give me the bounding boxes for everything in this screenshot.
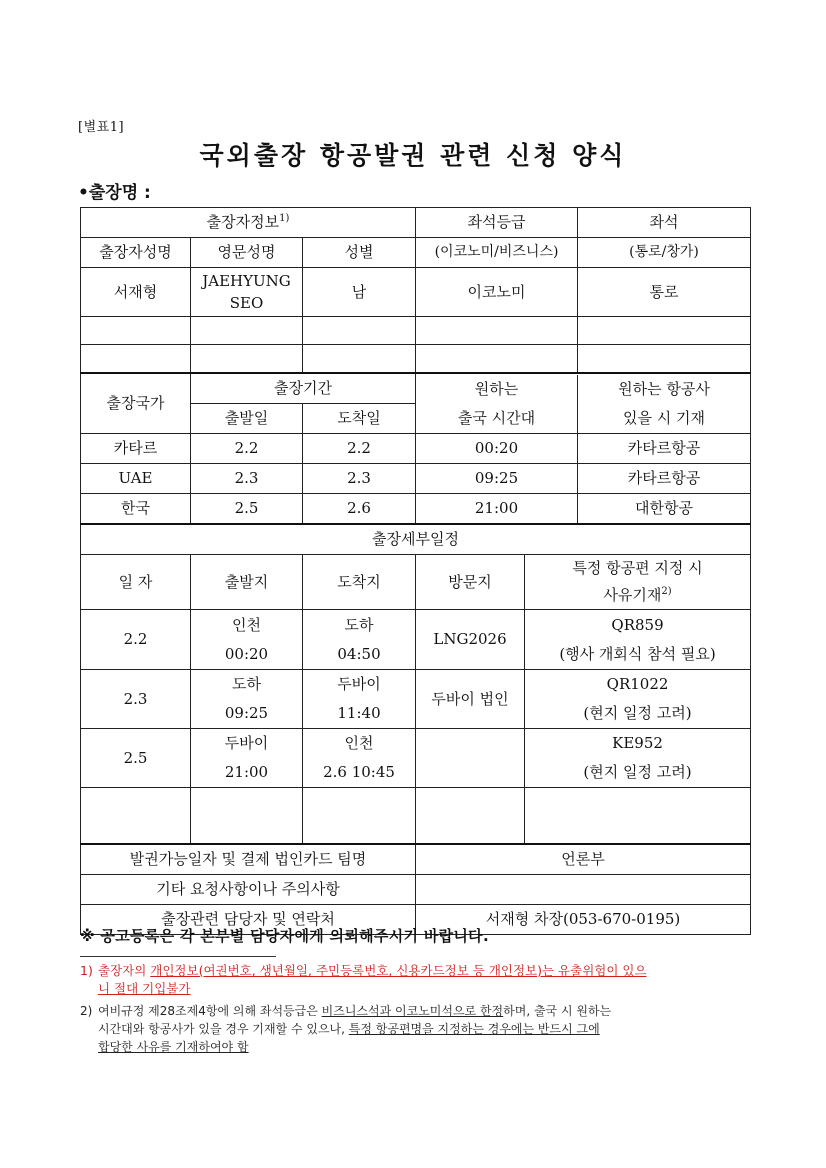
card-team-label: 발권가능일자 및 결제 법인카드 팀명 <box>81 844 416 875</box>
contact-value[interactable]: 서재형 차장(053-670-0195) <box>416 904 751 934</box>
col-seat-class-options: (이코노미/비즈니스) <box>416 238 578 267</box>
period-depart-cell[interactable]: 2.2 <box>191 434 303 464</box>
col-origin: 출발지 <box>191 555 303 610</box>
other-requests-value[interactable] <box>416 874 751 904</box>
traveler-english-name-cell[interactable]: JAEHYUNG SEO <box>191 268 303 317</box>
col-reason: 특정 항공편 지정 시 사유기재$^{2)}$ <box>525 555 751 610</box>
footnote-2: 2) 여비규정 제28조제4항에 의해 좌석등급은 비즈니스석과 이코노미석으로 한정하며, 출국 시 원하는 시간대와 항공사가 있을 경우 기재할 수 있으나, 특정 항공편명을 지정하는 경우에는 반드시 그에 합당한 사유를 기재하여야 함 <box>80 1004 612 1054</box>
empty-cell[interactable] <box>578 317 750 344</box>
seat-header: 좌석 <box>649 213 679 231</box>
traveler-seat-class-cell[interactable]: 이코노미 <box>416 268 578 316</box>
itinerary-reason-cell[interactable]: KE952 (현지 일정 고려) <box>525 729 751 788</box>
period-arrive-cell[interactable]: 2.6 <box>303 494 416 525</box>
itinerary-date-cell[interactable]: 2.3 <box>81 670 191 729</box>
empty-cell[interactable] <box>416 788 525 844</box>
itinerary-reason-cell[interactable]: QR1022 (현지 일정 고려) <box>525 670 751 729</box>
page-title: 국외출장 항공발권 관련 신청 양식 <box>199 141 627 170</box>
col-preferred-time: 원하는 출국 시간대 <box>416 375 578 433</box>
col-destination: 도착지 <box>303 555 416 610</box>
itinerary-dest-cell[interactable]: 인천 2.6 10:45 <box>303 729 416 788</box>
traveler-gender-cell[interactable]: 남 <box>303 268 416 317</box>
traveler-info-header: 출장자정보$^{1)}$ <box>81 208 416 238</box>
col-arrive-date: 도착일 <box>303 404 416 434</box>
col-gender: 성별 <box>303 238 416 268</box>
itinerary-dest-cell[interactable]: 도하 04:50 <box>303 610 416 670</box>
period-time-cell[interactable]: 09:25 <box>416 464 578 493</box>
itinerary-dest-cell[interactable]: 두바이 11:40 <box>303 670 416 729</box>
empty-cell[interactable] <box>416 345 578 372</box>
itinerary-origin-cell[interactable]: 두바이 21:00 <box>191 729 303 788</box>
empty-cell[interactable] <box>81 345 191 374</box>
period-depart-cell[interactable]: 2.3 <box>191 464 303 494</box>
period-arrive-cell[interactable]: 2.2 <box>303 434 416 464</box>
annex-label: [별표1] <box>78 120 125 135</box>
footnote-1: 1) 출장자의 개인정보(여권번호, 생년월일, 주민등록번호, 신용카드정보 등 개인정보)는 유출위험이 있으 니 절대 기입불가 <box>80 963 647 996</box>
traveler-seat-cell[interactable]: 통로 <box>649 283 679 301</box>
empty-cell[interactable] <box>81 788 191 844</box>
other-requests-label: 기타 요청사항이나 주의사항 <box>81 874 416 904</box>
itinerary-origin-cell[interactable]: 인천 00:20 <box>191 610 303 670</box>
period-country-cell[interactable]: 한국 <box>81 494 191 525</box>
period-depart-cell[interactable]: 2.5 <box>191 494 303 525</box>
col-period: 출장기간 <box>191 373 416 404</box>
itinerary-visit-cell[interactable]: LNG2026 <box>416 610 525 670</box>
itinerary-reason-cell[interactable]: QR859 (행사 개회식 참석 필요) <box>525 610 751 670</box>
period-arrive-cell[interactable]: 2.3 <box>303 464 416 494</box>
traveler-name-cell[interactable]: 서재형 <box>81 268 191 317</box>
empty-cell[interactable] <box>191 345 303 374</box>
col-depart-date: 출발일 <box>191 404 303 434</box>
empty-cell[interactable] <box>525 788 751 844</box>
empty-cell[interactable] <box>303 788 416 844</box>
period-airline-cell[interactable]: 카타르항공 <box>627 469 701 487</box>
footnote-divider <box>80 956 276 957</box>
empty-cell[interactable] <box>303 317 416 345</box>
col-country: 출장국가 <box>81 373 191 434</box>
col-traveler-name: 출장자성명 <box>81 238 191 268</box>
itinerary-header: 출장세부일정 <box>81 524 751 555</box>
registration-notice: ※ 공고등록은 각 본부별 담당자에게 의뢰해주시기 바랍니다. <box>80 927 489 945</box>
itinerary-origin-cell[interactable]: 도하 09:25 <box>191 670 303 729</box>
itinerary-date-cell[interactable]: 2.5 <box>81 729 191 788</box>
trip-name-label: •출장명 : <box>78 183 151 203</box>
col-date: 일 자 <box>81 555 191 610</box>
period-airline-cell[interactable]: 대한항공 <box>635 499 693 517</box>
empty-cell[interactable] <box>191 788 303 844</box>
itinerary-visit-cell[interactable]: 두바이 법인 <box>416 670 525 729</box>
col-english-name: 영문성명 <box>191 238 303 268</box>
period-country-cell[interactable]: 카타르 <box>81 434 191 464</box>
empty-cell[interactable] <box>578 345 750 372</box>
period-time-cell[interactable]: 00:20 <box>416 434 578 463</box>
itinerary-visit-cell[interactable] <box>416 729 525 788</box>
empty-cell[interactable] <box>303 345 416 374</box>
col-preferred-airline: 원하는 항공사 있을 시 기재 <box>618 379 710 427</box>
itinerary-date-cell[interactable]: 2.2 <box>81 610 191 670</box>
col-visit: 방문지 <box>416 555 525 610</box>
empty-cell[interactable] <box>191 317 303 345</box>
card-team-value[interactable]: 언론부 <box>416 844 751 875</box>
col-seat-options: (통로/창가) <box>629 244 699 260</box>
seat-class-header: 좌석등급 <box>416 208 578 237</box>
empty-cell[interactable] <box>81 317 191 345</box>
period-time-cell[interactable]: 21:00 <box>416 494 578 523</box>
period-country-cell[interactable]: UAE <box>81 464 191 494</box>
application-form-table <box>80 207 751 935</box>
period-airline-cell[interactable]: 카타르항공 <box>627 439 701 457</box>
contact-label: 출장관련 담당자 및 연락처 <box>81 904 416 934</box>
empty-cell[interactable] <box>416 317 578 344</box>
